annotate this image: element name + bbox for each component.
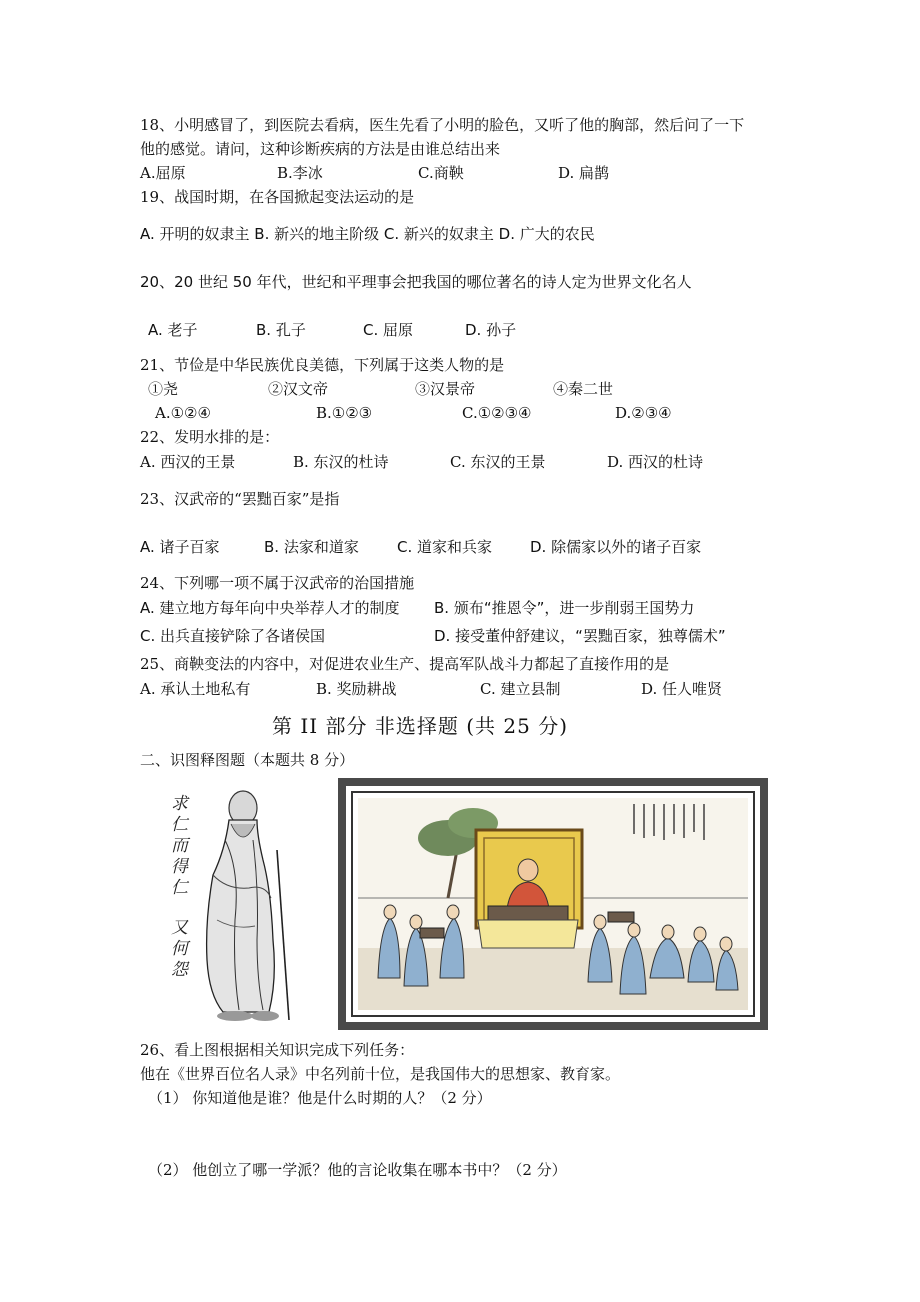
q22-option-a: A. 西汉的王景: [140, 453, 236, 471]
q26-subquestion-1: （1） 你知道他是谁？他是什么时期的人？（2 分）: [148, 1089, 492, 1107]
q26-subquestion-2: （2） 他创立了哪一学派？他的言论收集在哪本书中？（2 分）: [148, 1161, 567, 1179]
q26-description: 他在《世界百位名人录》中名列前十位，是我国伟大的思想家、教育家。: [140, 1065, 621, 1083]
q20-option-c: C. 屈原: [363, 321, 414, 339]
q24-option-d: D. 接受董仲舒建议，“罢黜百家，独尊儒术”: [434, 627, 726, 645]
q18-option-c: C.商鞅: [418, 164, 464, 182]
q25-option-c: C. 建立县制: [480, 680, 561, 698]
q22-option-d: D. 西汉的杜诗: [607, 453, 704, 471]
q20-option-d: D. 孙子: [465, 321, 517, 339]
q21-option-a: A.①②④: [155, 404, 211, 422]
q18-stem-line1: 18、小明感冒了，到医院去看病，医生先看了小明的脸色，又听了他的胸部，然后问了一下: [140, 116, 745, 134]
q21-item-1: ①尧: [148, 380, 179, 398]
q23-option-b: B. 法家和道家: [264, 538, 359, 556]
q22-stem: 22、发明水排的是：: [140, 428, 280, 446]
portrait-inscription-col1: 求仁而得仁: [171, 794, 188, 898]
q21-item-4: ④秦二世: [553, 380, 614, 398]
q23-option-d: D. 除儒家以外的诸子百家: [530, 538, 702, 556]
q19-options: A. 开明的奴隶主 B. 新兴的地主阶级 C. 新兴的奴隶主 D. 广大的农民: [140, 225, 595, 243]
section-two-heading: 二、识图释图题（本题共 8 分）: [140, 751, 355, 769]
q18-option-b: B.李冰: [277, 164, 323, 182]
q23-stem: 23、汉武帝的“罢黜百家”是指: [140, 490, 340, 508]
q21-item-2: ②汉文帝: [268, 380, 329, 398]
q25-option-b: B. 奖励耕战: [316, 680, 397, 698]
q20-stem: 20、20 世纪 50 年代，世纪和平理事会把我国的哪位著名的诗人定为世界文化名人: [140, 273, 692, 291]
q18-option-a: A.屈原: [140, 164, 186, 182]
q25-option-d: D. 任人唯贤: [641, 680, 723, 698]
q22-option-b: B. 东汉的杜诗: [293, 453, 389, 471]
q25-stem: 25、商鞅变法的内容中，对促进农业生产、提高军队战斗力都起了直接作用的是: [140, 655, 670, 673]
q21-option-b: B.①②③: [316, 404, 373, 422]
part-two-title: 第 II 部分 非选择题 (共 25 分): [272, 714, 568, 738]
q21-item-3: ③汉景帝: [415, 380, 476, 398]
teaching-scene-illustration: [338, 778, 768, 1030]
q26-stem: 26、看上图根据相关知识完成下列任务：: [140, 1041, 415, 1059]
q24-stem: 24、下列哪一项不属于汉武帝的治国措施: [140, 574, 415, 592]
q21-stem: 21、节俭是中华民族优良美德，下列属于这类人物的是: [140, 356, 505, 374]
q24-option-b: B. 颁布“推恩令”，进一步削弱王国势力: [434, 599, 695, 617]
q21-option-c: C.①②③④: [462, 404, 532, 422]
q20-option-b: B. 孔子: [256, 321, 306, 339]
q20-option-a: A. 老子: [148, 321, 198, 339]
q23-option-c: C. 道家和兵家: [397, 538, 493, 556]
q18-stem-line2: 他的感觉。请问，这种诊断疾病的方法是由谁总结出来: [140, 140, 501, 158]
q25-option-a: A. 承认土地私有: [140, 680, 251, 698]
portrait-inscription-col2: 又何怨: [171, 918, 188, 980]
confucius-portrait: [165, 780, 297, 1026]
q18-option-d: D. 扁鹊: [558, 164, 610, 182]
q24-option-a: A. 建立地方每年向中央举荐人才的制度: [140, 599, 400, 617]
q23-option-a: A. 诸子百家: [140, 538, 220, 556]
q21-option-d: D.②③④: [615, 404, 672, 422]
q22-option-c: C. 东汉的王景: [450, 453, 546, 471]
q19-stem: 19、战国时期，在各国掀起变法运动的是: [140, 188, 415, 206]
q24-option-c: C. 出兵直接铲除了各诸侯国: [140, 627, 326, 645]
